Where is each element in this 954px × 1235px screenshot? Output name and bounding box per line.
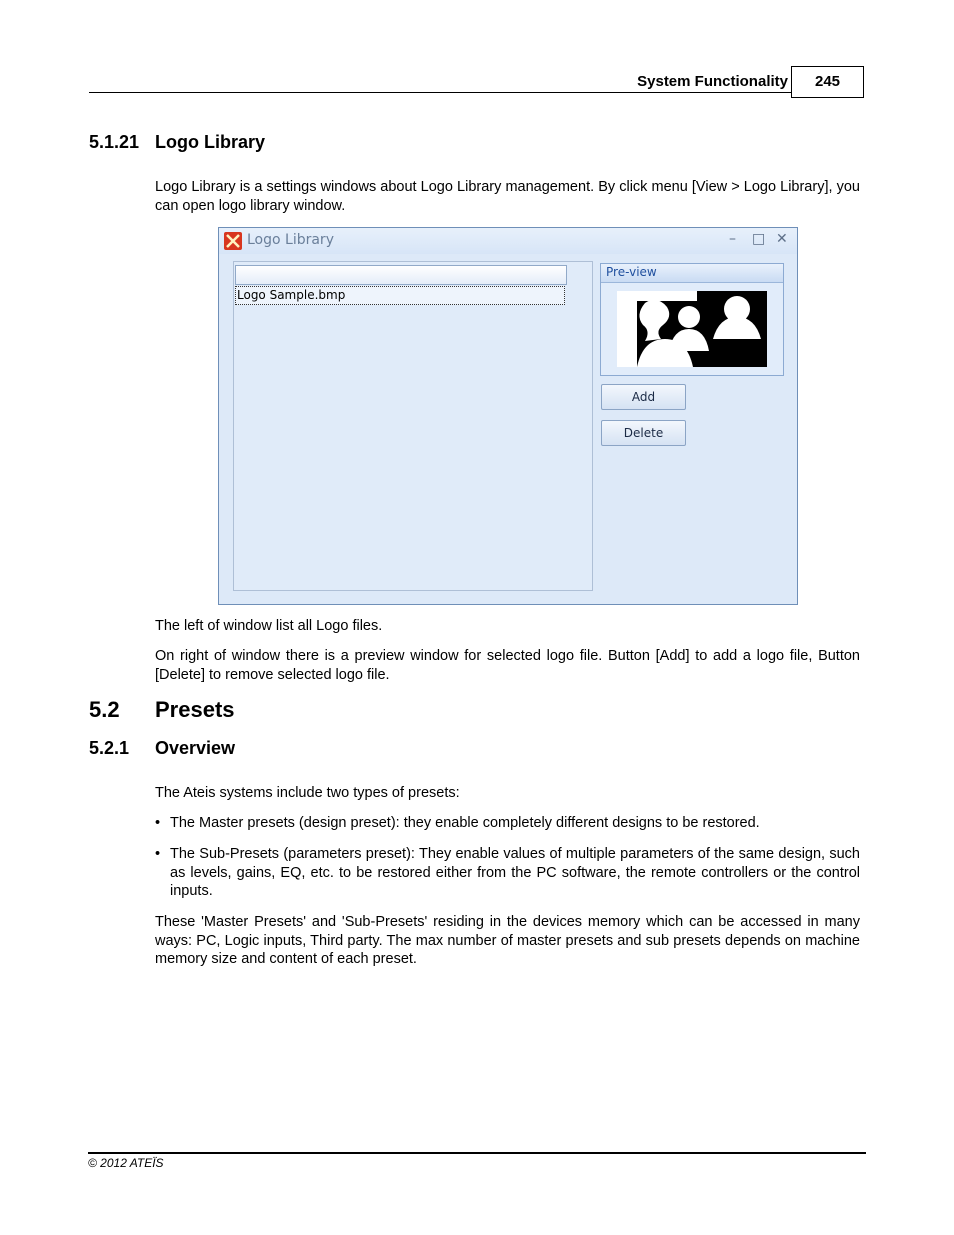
section-number: 5.1.21 — [89, 132, 140, 152]
section-heading-overview — [89, 738, 235, 759]
delete-button[interactable]: Delete — [601, 420, 686, 446]
bullet-text: The Sub-Presets (parameters preset): They enable values of multiple parameters of the same design, such as levels, gains, EQ, etc. to be restored either from the PC software, the remote controllers or the control inputs. — [170, 846, 860, 900]
section-title: Presets — [155, 697, 235, 722]
running-header-title: System Functionality — [637, 73, 788, 90]
window-titlebar — [219, 228, 797, 254]
logo-file-list[interactable] — [233, 261, 593, 591]
header-rule — [89, 92, 791, 93]
logo-library-intro: Logo Library is a settings windows about Logo Library management. By click menu [View > Logo Library], you can open logo library window. — [155, 179, 860, 214]
section-title: Logo Library — [155, 132, 266, 152]
preview-label: Pre-view — [606, 265, 657, 279]
bullet-icon: • — [155, 846, 161, 862]
app-icon — [224, 232, 242, 250]
preview-panel — [600, 263, 784, 376]
preview-description: On right of window there is a preview window for selected logo file. Button [Add] to add a logo file, Button [Delete] to remove selected logo file. — [155, 648, 860, 683]
list-item[interactable]: Logo Sample.bmp — [235, 286, 565, 305]
section-number: 5.2.1 — [89, 738, 130, 758]
overview-closing: These 'Master Presets' and 'Sub-Presets' residing in the devices memory which can be accessed in many ways: PC, Logic inputs, Third party. The max number of master presets and sub presets depends on machine memory size and content of each preset. — [155, 914, 860, 968]
list-description: The left of window list all Logo files. — [155, 618, 383, 634]
maximize-icon[interactable]: □ — [752, 231, 766, 247]
list-item — [155, 814, 860, 833]
preview-header — [601, 264, 783, 283]
logo-library-window — [218, 227, 798, 605]
section-title: Overview — [155, 738, 236, 758]
bullet-icon: • — [155, 815, 161, 831]
footer-copyright: © 2012 ATEÏS — [88, 1156, 164, 1170]
section-heading-logo-library — [89, 132, 265, 153]
list-column-header[interactable] — [235, 265, 567, 285]
logo-preview-image — [617, 291, 767, 367]
section-number: 5.2 — [89, 697, 120, 722]
overview-intro: The Ateis systems include two types of presets: — [155, 785, 460, 801]
bullet-text: The Master presets (design preset): they enable completely different designs to be restored. — [170, 815, 760, 831]
window-title: Logo Library — [247, 232, 334, 248]
minimize-icon[interactable]: – — [729, 231, 736, 247]
add-button[interactable]: Add — [601, 384, 686, 410]
close-icon[interactable]: ✕ — [776, 231, 788, 247]
section-heading-presets — [89, 697, 235, 723]
list-item — [155, 845, 860, 901]
page-number: 245 — [791, 66, 864, 98]
footer-rule — [88, 1152, 866, 1154]
